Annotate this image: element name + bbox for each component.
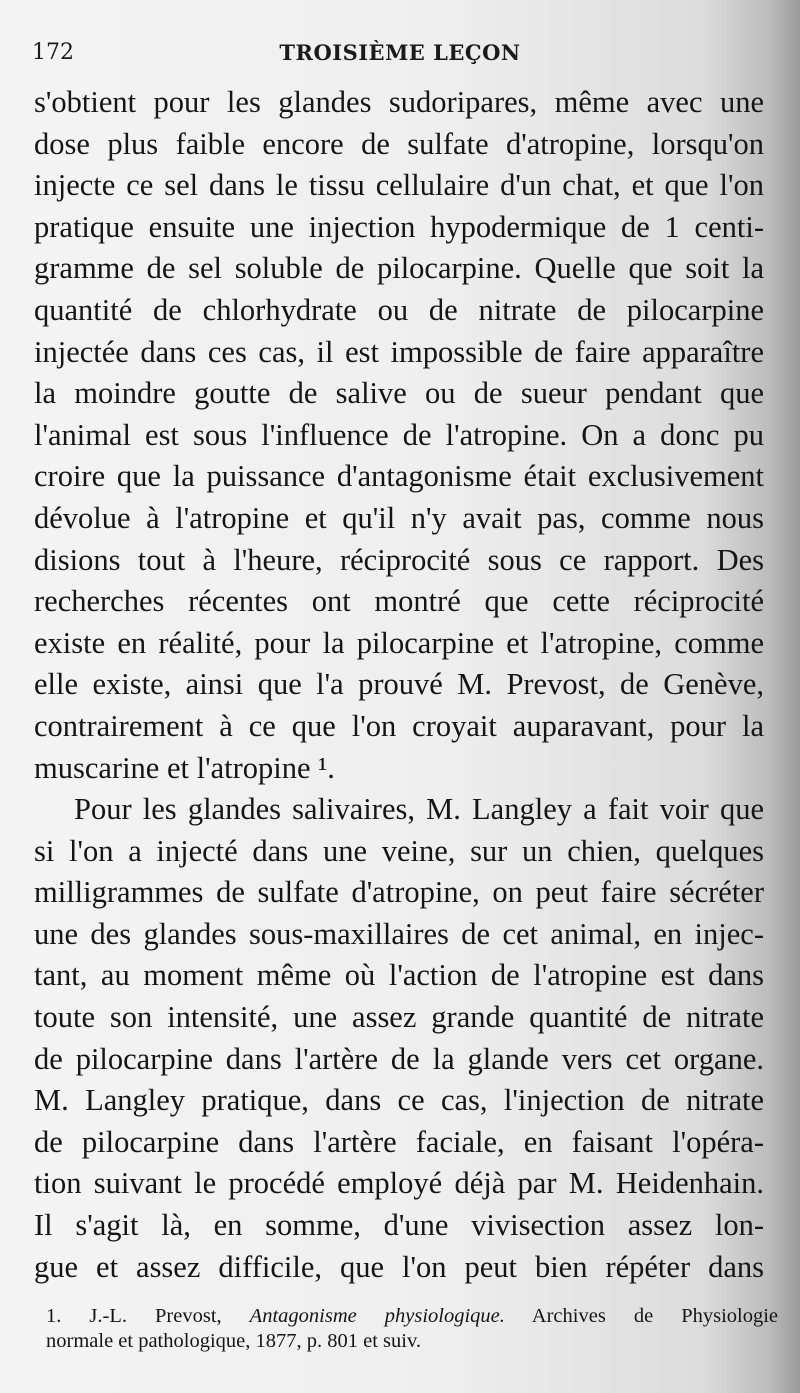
text-line: de pilocarpine dans l'artère faciale, en faisant l'opéra- — [34, 1124, 764, 1159]
paragraph-2 — [34, 789, 764, 1288]
running-head: TROISIÈME LEÇON — [279, 40, 521, 65]
text-line: milligrammes de sulfate d'atropine, on peut faire sécréter — [34, 875, 764, 910]
text-line: pratique ensuite une injection hypodermique de 1 centi- — [34, 209, 764, 244]
text-line: M. Langley pratique, dans ce cas, l'injection de nitrate — [34, 1083, 764, 1118]
page-header — [30, 36, 770, 76]
text-line: croire que la puissance d'antagonisme était exclusivement — [34, 459, 764, 494]
text-line: si l'on a injecté dans une veine, sur un chien, quelques — [34, 833, 764, 868]
text-line: toute son intensité, une assez grande quantité de nitrate — [34, 1000, 764, 1035]
footnote-marker: 1. — [46, 1305, 62, 1327]
text-line: injecte ce sel dans le tissu cellulaire d'un chat, et que l'on — [34, 168, 764, 203]
footnote-line-1 — [46, 1304, 778, 1329]
text-line: de pilocarpine dans l'artère de la glande vers cet organe. — [34, 1041, 764, 1076]
paragraph-1 — [34, 82, 764, 789]
footnote — [46, 1304, 778, 1354]
footnote-title: Antagonisme physiologique. — [249, 1305, 505, 1327]
text-line: gue et assez difficile, que l'on peut bien répéter dans — [34, 1249, 764, 1284]
footnote-journal: Archives de Physiologie — [531, 1305, 779, 1327]
text-line: la moindre goutte de salive ou de sueur pendant que — [34, 376, 764, 411]
text-line: disions tout à l'heure, réciprocité sous ce rapport. Des — [34, 542, 764, 577]
text-line: muscarine et l'atropine ¹. — [34, 750, 335, 785]
footnote-author: J.-L. Prevost, — [89, 1305, 222, 1327]
body-text — [34, 82, 764, 1288]
text-line: injectée dans ces cas, il est impossible de faire apparaître — [34, 334, 764, 369]
text-line: s'obtient pour les glandes sudoripares, même avec une — [34, 85, 764, 119]
text-line: existe en réalité, pour la pilocarpine et l'atropine, comme — [34, 625, 764, 660]
text-line: recherches récentes ont montré que cette réciprocité — [34, 584, 764, 619]
text-line: elle existe, ainsi que l'a prouvé M. Prevost, de Genève, — [34, 667, 764, 702]
page-number: 172 — [32, 40, 74, 65]
footnote-line-2: normale et pathologique, 1877, p. 801 et suiv. — [46, 1330, 422, 1352]
text-line: l'animal est sous l'influence de l'atropine. On a donc pu — [34, 417, 764, 452]
text-line: Pour les glandes salivaires, M. Langley a fait voir que — [74, 792, 764, 827]
text-line: contrairement à ce que l'on croyait auparavant, pour la — [34, 708, 764, 743]
text-line: Il s'agit là, en somme, d'une vivisection assez lon- — [34, 1208, 764, 1243]
text-line: gramme de sel soluble de pilocarpine. Quelle que soit la — [34, 251, 764, 286]
text-line: quantité de chlorhydrate ou de nitrate de pilocarpine — [34, 292, 764, 327]
text-line: une des glandes sous-maxillaires de cet animal, en injec- — [34, 916, 764, 951]
text-line: dévolue à l'atropine et qu'il n'y avait pas, comme nous — [34, 500, 764, 535]
text-line: tion suivant le procédé employé déjà par M. Heidenhain. — [34, 1166, 764, 1201]
text-line: dose plus faible encore de sulfate d'atropine, lorsqu'on — [34, 126, 764, 161]
text-line: tant, au moment même où l'action de l'atropine est dans — [34, 958, 764, 993]
